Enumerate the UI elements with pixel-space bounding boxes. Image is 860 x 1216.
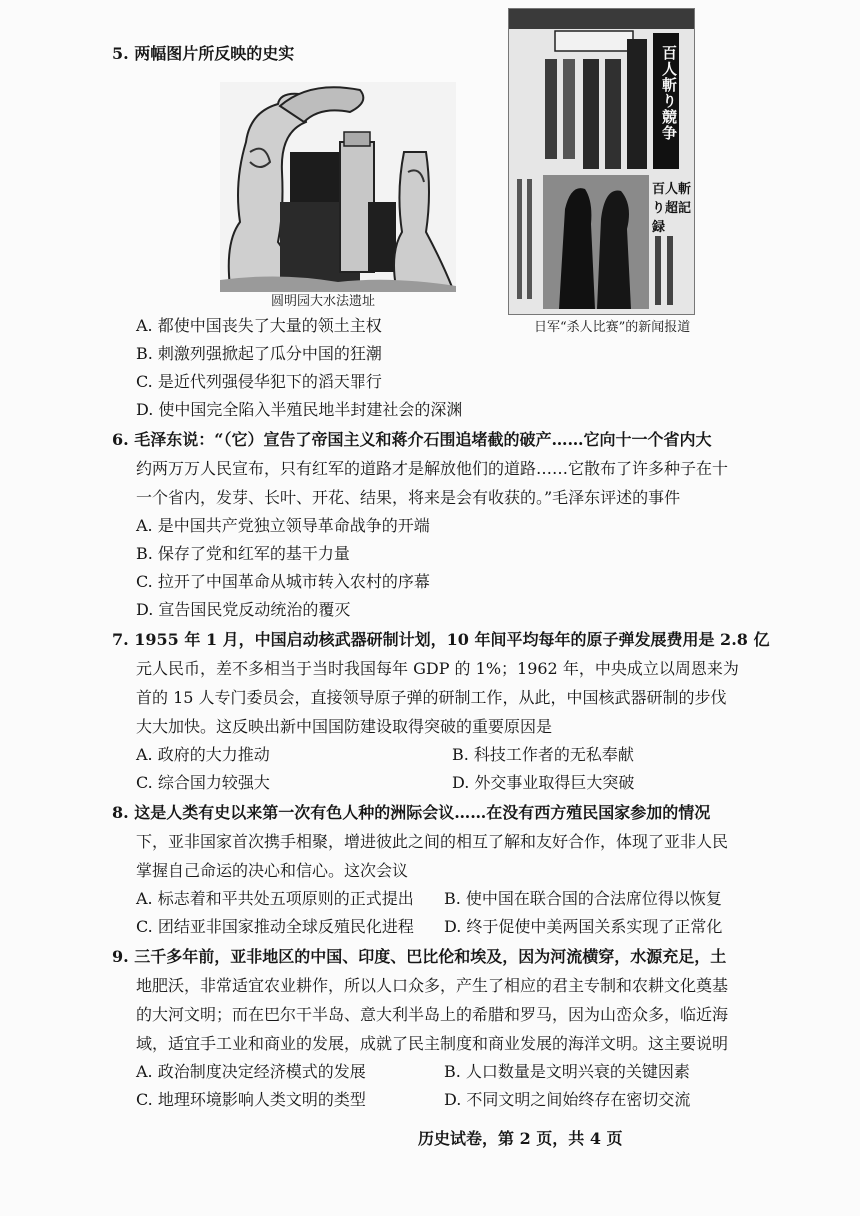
- q7-stem-line-4: 大大加快。这反映出新中国国防建设取得突破的重要原因是: [136, 717, 553, 736]
- q7-option-c[interactable]: C. 综合国力较强大: [136, 773, 270, 792]
- figure2-caption: 日军“杀人比赛”的新闻报道: [534, 320, 691, 335]
- q6-option-c[interactable]: C. 拉开了中国革命从城市转入农村的序幕: [136, 572, 430, 591]
- q9-option-b[interactable]: B. 人口数量是文明兴衰的关键因素: [444, 1062, 690, 1081]
- q6-option-b[interactable]: B. 保存了党和红军的基干力量: [136, 544, 350, 563]
- q9-option-c[interactable]: C. 地理环境影响人类文明的类型: [136, 1090, 366, 1109]
- q8-option-b[interactable]: B. 使中国在联合国的合法席位得以恢复: [444, 889, 722, 908]
- q6-option-a[interactable]: A. 是中国共产党独立领导革命战争的开端: [136, 516, 430, 535]
- q5-option-a[interactable]: A. 都使中国丧失了大量的领土主权: [136, 316, 382, 335]
- q8-stem-line-3: 掌握自己命运的决心和信心。这次会议: [136, 861, 409, 880]
- q7-option-b[interactable]: B. 科技工作者的无私奉献: [452, 745, 634, 764]
- q9-option-a[interactable]: A. 政治制度决定经济模式的发展: [136, 1062, 366, 1081]
- newspaper-headline-b: 百人斬り競争: [660, 45, 678, 141]
- q5-option-b[interactable]: B. 刺激列强掀起了瓜分中国的狂潮: [136, 344, 382, 363]
- q8-stem-line-2: 下，亚非国家首次携手相聚，增进彼此之间的相互了解和友好合作，体现了亚非人民: [136, 832, 729, 851]
- q9-stem-line-1: 9. 三千多年前，亚非地区的中国、印度、巴比伦和埃及，因为河流横穿，水源充足，土: [112, 947, 727, 966]
- q6-stem-line-1: 6. 毛泽东说：“（它）宣告了帝国主义和蒋介石围追堵截的破产……它向十一个省内大: [112, 430, 712, 449]
- ruins-photo: [220, 82, 456, 292]
- q6-stem-line-3: 一个省内，发芽、长叶、开花、结果，将来是会有收获的。”毛泽东评述的事件: [136, 488, 681, 507]
- q9-stem-line-4: 域，适宜手工业和商业的发展，成就了民主制度和商业发展的海洋文明。这主要说明: [136, 1034, 729, 1053]
- newspaper-photo: [508, 8, 695, 315]
- q8-option-a[interactable]: A. 标志着和平共处五项原则的正式提出: [136, 889, 414, 908]
- q7-option-d[interactable]: D. 外交事业取得巨大突破: [452, 773, 635, 792]
- q5-stem: 5. 两幅图片所反映的史实: [112, 44, 295, 63]
- q7-stem-line-2: 元人民币，差不多相当于当时我国每年 GDP 的 1%；1962 年，中央成立以周恩来为: [136, 659, 739, 678]
- q9-option-d[interactable]: D. 不同文明之间始终存在密切交流: [444, 1090, 691, 1109]
- q6-option-d[interactable]: D. 宣告国民党反动统治的覆灭: [136, 600, 351, 619]
- q6-stem-line-2: 约两万万人民宣布，只有红军的道路才是解放他们的道路……它散布了许多种子在十: [136, 459, 729, 478]
- q7-option-a[interactable]: A. 政府的大力推动: [136, 745, 270, 764]
- q7-stem-line-1: 7. 1955 年 1 月，中国启动核武器研制计划，10 年间平均每年的原子弹发展费用是 2.8 亿: [112, 630, 770, 649]
- q8-option-c[interactable]: C. 团结亚非国家推动全球反殖民化进程: [136, 917, 414, 936]
- q9-stem-line-3: 的大河文明；而在巴尔干半岛、意大利半岛上的希腊和罗马，因为山峦众多，临近海: [136, 1005, 729, 1024]
- q5-option-c[interactable]: C. 是近代列强侵华犯下的滔天罪行: [136, 372, 382, 391]
- q8-option-d[interactable]: D. 终于促使中美两国关系实现了正常化: [444, 917, 723, 936]
- q8-stem-line-1: 8. 这是人类有史以来第一次有色人种的洲际会议……在没有西方殖民国家参加的情况: [112, 803, 711, 822]
- q9-stem-line-2: 地肥沃，非常适宜农业耕作，所以人口众多，产生了相应的君主专制和农耕文化奠基: [136, 976, 729, 995]
- newspaper-headline-a: 百人斬り超記録: [651, 177, 694, 236]
- figure1-caption: 圆明园大水法遗址: [271, 294, 376, 309]
- page-footer: 历史试卷，第 2 页，共 4 页: [418, 1129, 623, 1148]
- q7-stem-line-3: 首的 15 人专门委员会，直接领导原子弹的研制工作，从此，中国核武器研制的步伐: [136, 688, 727, 707]
- q5-option-d[interactable]: D. 使中国完全陷入半殖民地半封建社会的深渊: [136, 400, 463, 419]
